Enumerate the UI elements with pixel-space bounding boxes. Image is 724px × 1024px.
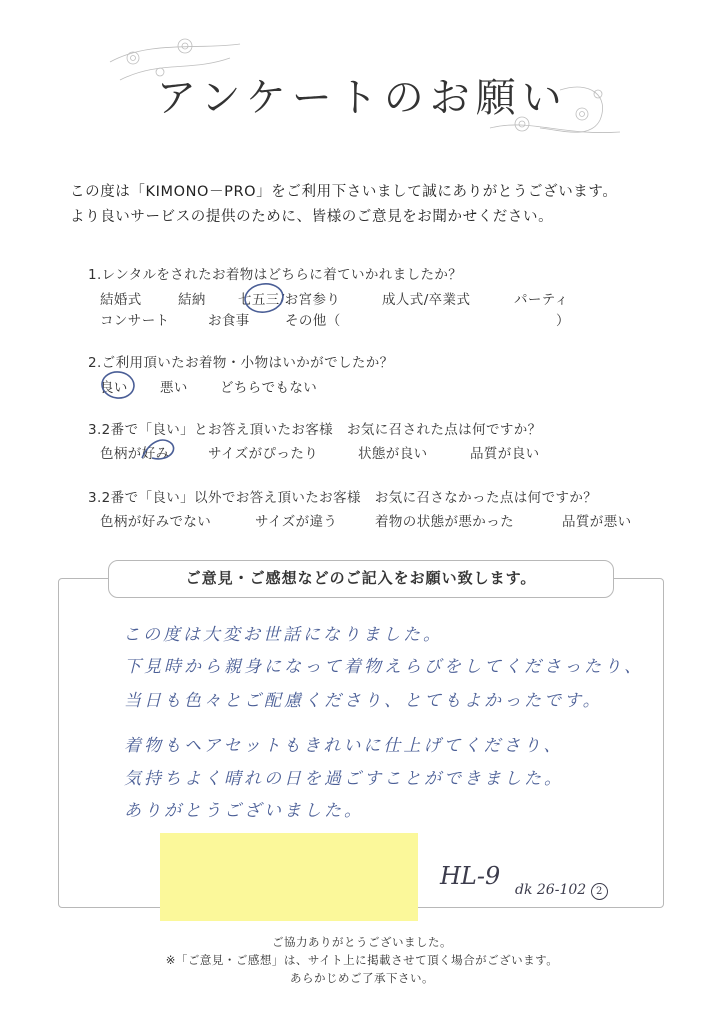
q1-option-concert[interactable]: コンサート bbox=[100, 313, 170, 329]
q3-option-condition[interactable]: 状態が良い bbox=[358, 446, 428, 462]
intro-line-1: この度は「KIMONO－PRO」をご利用下さいまして誠にありがとうございます。 bbox=[70, 184, 618, 200]
comment-line-3: 当日も色々とご配慮くださり、とてもよかったです。 bbox=[124, 691, 603, 711]
q4-option-size[interactable]: サイズが違う bbox=[255, 514, 338, 530]
comment-line-6: ありがとうございました。 bbox=[124, 801, 364, 821]
q2-answer-circle bbox=[101, 370, 136, 399]
footer-thanks: ご協力ありがとうございました。 bbox=[272, 935, 452, 949]
q1-option-wedding[interactable]: 結婚式 bbox=[100, 292, 142, 308]
q3-answer-mark bbox=[142, 440, 174, 459]
handwritten-code-2 bbox=[515, 882, 608, 900]
page-title: アンケートのお願い bbox=[156, 75, 568, 121]
q2-option-good[interactable]: 良い bbox=[100, 380, 128, 396]
q1-option-dinner[interactable]: お食事 bbox=[208, 313, 250, 329]
redaction-sticky-note bbox=[160, 833, 418, 921]
question-1: 1.レンタルをされたお着物はどちらに着ていかれましたか？ bbox=[88, 267, 463, 283]
q1-option-other[interactable]: その他（ bbox=[285, 313, 341, 329]
footer-notice: ※「ご意見・ご感想」は、サイト上に掲載させて頂く場合がございます。 bbox=[165, 953, 559, 967]
intro-line-2: より良いサービスの提供のために、皆様のご意見をお聞かせください。 bbox=[70, 209, 554, 225]
question-2: 2.ご利用頂いたお着物・小物はいかがでしたか？ bbox=[88, 355, 394, 371]
handwritten-code-1: HL-9 bbox=[440, 862, 501, 890]
comment-line-4: 着物もヘアセットもきれいに仕上げてくださり、 bbox=[124, 736, 564, 756]
q4-option-pattern[interactable]: 色柄が好みでない bbox=[100, 514, 212, 530]
footer-acknowledge: あらかじめご了承下さい。 bbox=[290, 971, 434, 985]
q1-option-other-close: ） bbox=[556, 313, 570, 329]
q1-answer-circle bbox=[243, 281, 285, 314]
comment-line-2: 下見時から親身になって着物えらびをしてくださったり、 bbox=[124, 657, 644, 677]
q1-option-party[interactable]: パーティ bbox=[514, 292, 569, 308]
q3-option-quality[interactable]: 品質が良い bbox=[470, 446, 540, 462]
q2-option-bad[interactable]: 悪い bbox=[160, 380, 188, 396]
q3-option-size[interactable]: サイズがぴったり bbox=[208, 446, 319, 462]
answer-marks bbox=[0, 0, 724, 480]
question-3: 3.2番で「良い」とお答え頂いたお客様 お気に召された点は何ですか？ bbox=[88, 422, 542, 438]
q1-option-betrothal[interactable]: 結納 bbox=[178, 292, 206, 308]
comment-line-5: 気持ちよく晴れの日を過ごすことができました。 bbox=[124, 769, 564, 789]
q4-option-condition[interactable]: 着物の状態が悪かった bbox=[375, 514, 514, 530]
q1-option-ceremony[interactable]: 成人式/卒業式 bbox=[382, 292, 471, 308]
question-4: 3.2番で「良い」以外でお答え頂いたお客様 お気に召さなかった点は何ですか？ bbox=[88, 490, 598, 506]
q2-option-neither[interactable]: どちらでもない bbox=[220, 380, 318, 396]
q3-option-pattern[interactable]: 色柄が好み bbox=[100, 446, 170, 462]
handwritten-code-2-text: dk 26-102 bbox=[515, 882, 587, 898]
circled-number: 2 bbox=[591, 883, 608, 900]
q4-option-quality[interactable]: 品質が悪い bbox=[562, 514, 632, 530]
comments-heading: ご意見・ご感想などのご記入をお願い致します。 bbox=[108, 560, 614, 598]
q1-option-shichigosan[interactable]: 七五三/お宮参り bbox=[238, 292, 341, 308]
comment-line-1: この度は大変お世話になりました。 bbox=[123, 625, 443, 645]
